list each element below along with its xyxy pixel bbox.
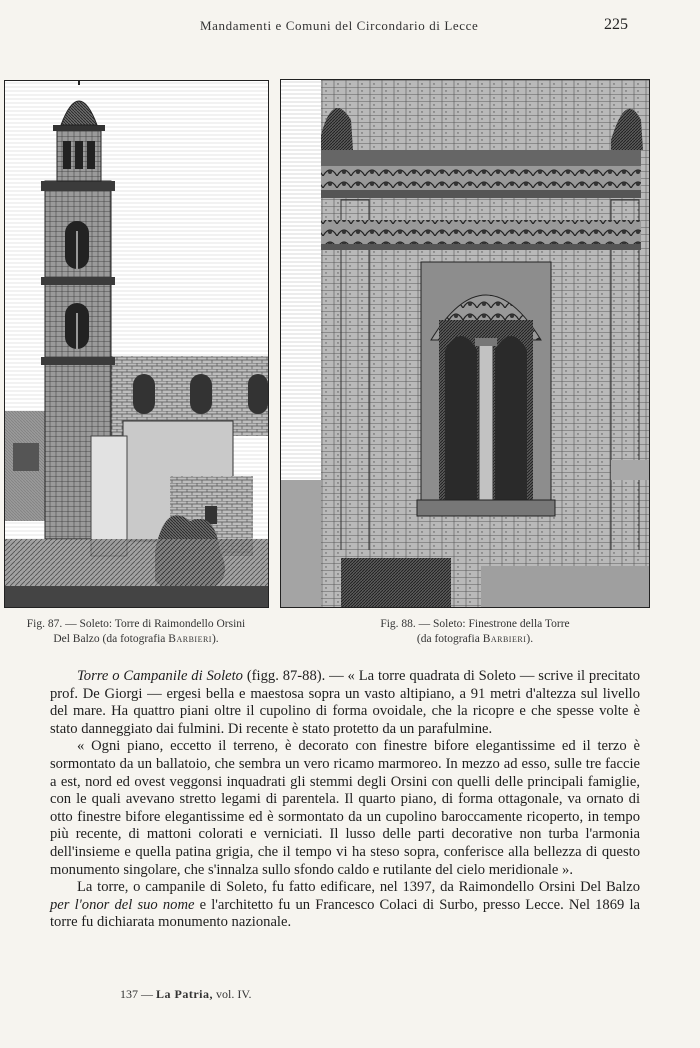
caption-line [2, 632, 270, 647]
caption-line [330, 632, 620, 647]
caption-end: ). [211, 633, 219, 645]
paragraph-3 [50, 879, 640, 932]
photographer-credit: Barbieri [168, 633, 212, 645]
paragraph-1 [50, 668, 640, 738]
italic-phrase: per l'onor del suo nome [50, 896, 195, 913]
running-title: Mandamenti e Comuni del Circondario di Lecce [200, 18, 479, 33]
figure-88-window-illustration [280, 79, 650, 608]
publication-title: La Patria, [156, 987, 213, 1001]
figure-88-caption [330, 617, 620, 647]
signature-mark: 137 — [120, 987, 156, 1001]
photographer-credit: Barbieri [482, 633, 527, 645]
article-body [50, 668, 640, 932]
caption-text: (da fotografia [416, 633, 483, 645]
section-title: Torre o Campanile di Soleto [77, 668, 243, 684]
figure-87-caption [2, 617, 270, 647]
tower-engraving [5, 81, 268, 607]
page-number: 225 [604, 16, 628, 33]
caption-text: Del Balzo (da fotografia [53, 633, 169, 645]
caption-line: Fig. 87. — Soleto: Torre di Raimondello Orsini [26, 618, 246, 630]
paragraph-text: (figg. 87-88). — « La torre quadrata di Soleto — scrive il precitato prof. De Giorgi — ergesi bella e maestosa sopra un vasto altipiano, a 91 metri d'altezza sul livello del mare. Ha quattro piani oltre il cupolino di forma ovoidale, che la ricopre e che spesse volte è stato danneggiato dai fulmini. Di recente è stato protetto da un parafulmine. [50, 668, 640, 737]
paragraph-text: La torre, o campanile di Soleto, fu fatto edificare, nel 1397, da Raimondello Orsini Del Balzo [77, 879, 640, 896]
paragraph-text: e l'architetto fu un Francesco Colaci di Surbo, presso Lecce. Nel 1869 la torre fu dichiarata monumento nazionale. [50, 896, 640, 931]
page-header [0, 18, 700, 42]
page-footer [120, 987, 251, 1002]
volume-label: vol. IV. [213, 987, 252, 1001]
window-engraving [281, 80, 649, 607]
figure-87-tower-illustration [4, 80, 269, 608]
paragraph-2: « Ogni piano, eccetto il terreno, è decorato con finestre bifore elegantissime ed il terzo è sormontato da un ballatoio, che sembra un vero ricamo marmoreo. In mezzo ad esso, sulle tre faccie a est, nord ed ovest veggonsi inquadrati gli stemmi degli Orsini con quelli delle principali famiglie, con le quali avevano stretto legami di parentela. Il quarto piano, di forma ottagonale, va ornato di otto finestre bifore elegantissime ed è sormontato da un cupolino baroccamente ricoperto, in tempo più recente, di mattoni colorati e verniciati. Il lusso delle parti decorative non turba l'armonia dell'insieme e quella patina grigia, che il tempo vi ha steso sopra, conferisce alla bellezza di questo monumento singolare, che s'innalza sullo sfondo caldo e rutilante del cielo meridionale ». [50, 738, 640, 878]
caption-line: Fig. 88. — Soleto: Finestrone della Torre [380, 618, 570, 630]
caption-end: ). [526, 633, 534, 645]
